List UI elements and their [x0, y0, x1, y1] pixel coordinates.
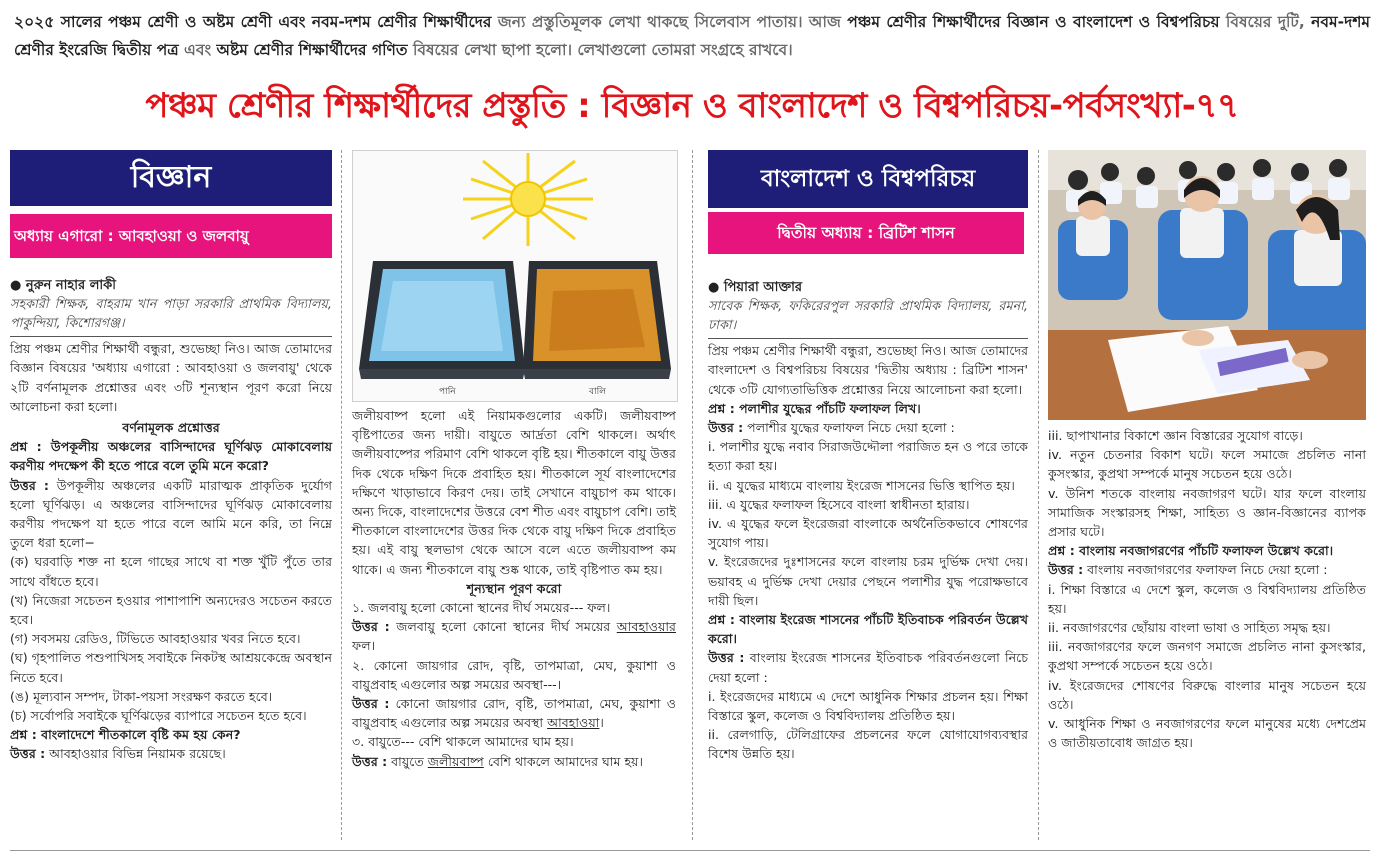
list-item: iv. নতুন চেতনার বিকাশ ঘটে। ফলে সমাজে প্রচলিত নানা কুসংস্কার, কুপ্রথা সম্পর্কে মানুষ সচেতন হয়ে ওঠে। — [1048, 447, 1366, 482]
science-chapter-banner: অধ্যায় এগারো : আবহাওয়া ও জলবায়ু — [10, 214, 332, 258]
intro-text: বিষয়ের দুটি, — [1219, 13, 1312, 31]
science-author: ● নুরুন নাহার লাকী — [10, 278, 116, 293]
intro-text: নবম-দশম শ্রেণীর ইংরেজি দ্বিতীয় পত্র — [14, 13, 1371, 59]
bangladesh-author: ● পিয়ারা আক্তার — [708, 280, 802, 295]
list-item: (চ) সর্বোপরি সবাইকে ঘূর্ণিঝড়ের ব্যাপারে সচেতন হতে হবে। — [10, 708, 307, 724]
science-column-continued — [352, 150, 676, 771]
answer-text: কোনো জায়গার রোদ, বৃষ্টি, তাপমাত্রা, মেঘ, কুয়াশা ও বায়ুপ্রবাহ এগুলোর অল্প সময়ের অবস্থা — [352, 696, 676, 731]
answer-text: বায়ুতে — [387, 753, 428, 769]
water-tray — [359, 261, 525, 379]
answer-text: বাংলায় ইংরেজ শাসনের ইতিবাচক পরিবর্তনগুলো নিচে দেয়া হলো : — [708, 650, 1028, 685]
answer-text: । — [599, 715, 604, 731]
students-exam-photo — [1048, 150, 1366, 420]
intro-text: এবং — [178, 41, 217, 59]
question: প্রশ্ন : পলাশীর যুদ্ধের পাঁচটি ফলাফল লিখ। — [708, 400, 921, 416]
section-heading: বর্ণনামূলক প্রশ্নোত্তর — [122, 420, 220, 436]
answer-label: উত্তর : — [352, 619, 390, 635]
sun-icon — [463, 153, 593, 246]
fill-blank-question: ২. কোনো জায়গার রোদ, বৃষ্টি, তাপমাত্রা, মেঘ, কুয়াশা ও বায়ুপ্রবাহ এগুলোর অল্প সময়ের অবস্থা---। — [352, 657, 676, 692]
answer — [708, 418, 1028, 437]
list-item: ii. এ যুদ্ধের মাধ্যমে বাংলায় ইংরেজ শাসনের ভিত্তি স্থাপিত হয়। — [708, 477, 1015, 493]
list-item: iii. নবজাগরণের ফলে জনগণ সমাজে প্রচলিত নানা কুসংস্কার, কুপ্রথা সম্পর্কে সচেতন হয়ে ওঠে। — [1048, 639, 1366, 674]
list-item: v. আধুনিক শিক্ষা ও নবজাগরণের ফলে মানুষের মধ্যে দেশপ্রেম ও জাতীয়তাবোধ জাগ্রত হয়। — [1048, 716, 1366, 751]
divider — [10, 336, 332, 337]
sand-tray — [523, 261, 671, 379]
list-item: v. ইংরেজদের দুঃশাসনের ফলে বাংলায় চরম দুর্ভিক্ষ দেখা দেয়। ভয়াবহ এ দুর্ভিক্ষ দেখা দেয়ার পেছনে পলাশীর যুদ্ধ পরোক্ষভাবে দায়ী ছিল। — [708, 554, 1028, 608]
list-item: i. শিক্ষা বিস্তারে এ দেশে স্কুল, কলেজ ও বিশ্ববিদ্যালয় প্রতিষ্ঠিত হয়। — [1048, 581, 1366, 616]
intro-text: বিষয়ের লেখা ছাপা হলো। লেখাগুলো তোমরা সংগ্রহে রাখবে। — [407, 41, 793, 59]
sand-caption: বালি — [589, 387, 606, 397]
page-headline: পঞ্চম শ্রেণীর শিক্ষার্থীদের প্রস্তুতি : বিজ্ঞান ও বাংলাদেশ ও বিশ্বপরিচয়-পর্বসংখ্যা-৭৭ — [145, 86, 1239, 126]
bangladesh-column-continued — [1048, 150, 1366, 752]
column-divider — [692, 150, 693, 840]
column-divider — [1038, 150, 1039, 840]
bottom-rule — [10, 850, 1370, 851]
students-photo-icon — [1048, 150, 1366, 420]
answer-keyword: জলীয়বাষ্প — [427, 753, 484, 769]
answer-text: ফল। — [352, 638, 376, 654]
answer-text: পলাশীর যুদ্ধের ফলাফল নিচে দেয়া হলো : — [743, 420, 955, 436]
list-item: iii. এ যুদ্ধের ফলাফল হিসেবে বাংলা স্বাধীনতা হারায়। — [708, 496, 970, 512]
list-item: iv. ইংরেজদের শোষণের বিরুদ্ধে বাংলার মানুষ সচেতন হয়ে ওঠে। — [1048, 677, 1366, 712]
list-item: (গ) সবসময় রেডিও, টিভিতে আবহাওয়ার খবর নিতে হবে। — [10, 631, 301, 647]
answer-keyword: আবহাওয়ার — [616, 619, 676, 635]
list-item: iv. এ যুদ্ধের ফলে ইংরেজরা বাংলাকে অর্থনৈতিকভাবে শোষণের সুযোগ পায়। — [708, 516, 1028, 551]
fill-blank-answer — [352, 617, 676, 655]
answer — [708, 648, 1028, 686]
intro-text: পঞ্চম শ্রেণীর শিক্ষার্থীদের বিজ্ঞান ও বাংলাদেশ ও বিশ্বপরিচয় — [847, 13, 1220, 31]
fill-blank-question: ১. জলবায়ু হলো কোনো স্থানের দীর্ঘ সময়ের--- ফল। — [352, 600, 611, 616]
list-item: ii. নবজাগরণের ছোঁয়ায় বাংলা ভাষা ও সাহিত্য সমৃদ্ধ হয়। — [1048, 620, 1331, 636]
answer-text: বেশি থাকলে আমাদের ঘাম হয়। — [483, 753, 643, 769]
answer-text: উপকূলীয় অঞ্চলের একটি মারাত্মক প্রাকৃতিক দুর্যোগ হলো ঘূর্ণিঝড়। এ অঞ্চলের বাসিন্দাদের ঘূর্ণিঝড় মোকাবেলায় করণীয় পদক্ষেপ যা হতে পারে বলে আমি মনে করি, তা নিম্নে তুলে ধরা হলো− — [10, 477, 332, 551]
bangladesh-affiliation: সাবেক শিক্ষক, ফকিরেরপুল সরকারি প্রাথমিক বিদ্যালয়, রমনা, ঢাকা। — [708, 299, 1028, 334]
answer-continued: জলীয়বাষ্প হলো এই নিয়ামকগুলোর একটি। জলীয়বাষ্প বৃষ্টিপাতের জন্য দায়ী। বায়ুতে আর্দ্রতা বেশি থাকলে। অর্থাৎ জলীয়বাষ্পের পরিমাণ বেশি থাকলে বৃষ্টি হয়। শীতকালে বায়ু উত্তর দিক থেকে দক্ষিণ দিকে প্রবাহিত হয়। শীতকালে সূর্য বাংলাদেশের দক্ষিণে খাড়াভাবে কিরণ দেয়। তাই সেখানে বায়ুচাপ কম থাকে। অন্য দিকে, বাংলাদেশের উত্তরে বেশ শীত এবং বায়ুচাপ বেশি। তাই শীতকালে বাংলাদেশের উত্তর দিক থেকে বায়ু দক্ষিণ দিকে প্রবাহিত হয়। এই বায়ু স্থলভাগ থেকে আসে বলে এতে জলীয়বাষ্প কম থাকে। এ জন্য শীতকালে বায়ু শুষ্ক থাকে, তাই বৃষ্টিপাত কম হয়। — [352, 408, 676, 577]
answer-label: উত্তর : — [708, 650, 745, 666]
list-item: (ক) ঘরবাড়ি শক্ত না হলে গাছের সাথে বা শক্ত খুঁটি পুঁতে তার সাথে বাঁধতে হবে। — [10, 554, 332, 589]
list-item: i. ইংরেজদের মাধ্যমে এ দেশে আধুনিক শিক্ষার প্রচলন হয়। শিক্ষা বিস্তারে স্কুল, কলেজ ও বিশ্ববিদ্যালয় প্রতিষ্ঠিত হয়। — [708, 688, 1028, 724]
fill-blank-question: ৩. বায়ুতে--- বেশি থাকলে আমাদের ঘাম হয়। — [352, 734, 574, 750]
list-item: v. উনিশ শতকে বাংলায় নবজাগরণ ঘটে। যার ফলে বাংলায় সামাজিক সংস্কারসহ শিক্ষা, সাহিত্য ও জ্ঞান-বিজ্ঞানের ব্যাপক প্রসার ঘটে। — [1048, 485, 1366, 540]
answer-label: উত্তর : — [708, 420, 744, 436]
fill-blank-answer — [352, 694, 676, 732]
answer-label: উত্তর : — [1048, 562, 1084, 578]
intro-text: জন্য প্রস্তুতিমূলক লেখা থাকছে সিলেবাস পাতায়। আজ — [491, 13, 848, 31]
answer — [10, 476, 332, 553]
answer-label: উত্তর : — [352, 696, 390, 712]
intro-paragraph — [14, 8, 1370, 64]
list-item: (ঙ) মূল্যবান সম্পদ, টাকা-পয়সা সংরক্ষণ করতে হবে। — [10, 688, 273, 704]
sun-trays-image — [353, 151, 677, 401]
question: প্রশ্ন : বাংলায় নবজাগরণের পাঁচটি ফলাফল উল্লেখ করো। — [1048, 543, 1334, 559]
answer-text: আবহাওয়ার বিভিন্ন নিয়ামক রয়েছে। — [45, 746, 226, 762]
intro-text: ২০২৫ সালের পঞ্চম শ্রেণী ও অষ্টম শ্রেণী এবং নবম-দশম শ্রেণীর শিক্ষার্থীদের — [14, 13, 492, 31]
bangladesh-intro: প্রিয় পঞ্চম শ্রেণীর শিক্ষার্থী বন্ধুরা, শুভেচ্ছা নিও। আজ তোমাদের বাংলাদেশ ও বিশ্বপরিচয় বিষয়ের 'দ্বিতীয় অধ্যায় : ব্রিটিশ শাসন' থেকে ৩টি যোগ্যতাভিত্তিক প্রশ্নোত্তর নিয়ে আলোচনা করা হলো। — [708, 343, 1028, 397]
science-column — [10, 150, 332, 764]
bangladesh-column — [708, 150, 1028, 764]
question: প্রশ্ন : উপকূলীয় অঞ্চলের বাসিন্দাদের ঘূর্ণিঝড় মোকাবেলায় করণীয় পদক্ষেপ কী হতে পারে বলে তুমি মনে করো? — [10, 439, 332, 474]
question: প্রশ্ন : বাংলাদেশে শীতকালে বৃষ্টি কম হয় কেন? — [10, 727, 241, 743]
list-item: ii. রেলগাড়ি, টেলিগ্রাফের প্রচলনের ফলে যোগাযোগব্যবস্থার বিশেষ উন্নতি হয়। — [708, 727, 1028, 762]
question: প্রশ্ন : বাংলায় ইংরেজ শাসনের পাঁচটি ইতিবাচক পরিবর্তন উল্লেখ করো। — [708, 612, 1028, 647]
science-intro: প্রিয় পঞ্চম শ্রেণীর শিক্ষার্থী বন্ধুরা, শুভেচ্ছা নিও। আজ তোমাদের বিজ্ঞান বিষয়ের 'অধ্যায় এগারো : আবহাওয়া ও জলবায়ু' থেকে ২টি বর্ণনামূলক প্রশ্নোত্তর এবং ৩টি শূন্যস্থান পূরণ করো নিয়ে আলোচনা করা হলো। — [10, 341, 332, 414]
list-item: (ঘ) গৃহপালিত পশুপাখিসহ সবাইকে নিকটস্থ আশ্রয়কেন্দ্রে অবস্থান নিতে হবে। — [10, 650, 332, 685]
list-item: iii. ছাপাখানার বিকাশে জ্ঞান বিস্তারের সুযোগ বাড়ে। — [1048, 428, 1303, 443]
answer-text: বাংলায় নবজাগরণের ফলাফল নিচে দেয়া হলো : — [1083, 562, 1328, 578]
answer-label: উত্তর : — [10, 477, 49, 493]
water-caption: পানি — [439, 387, 456, 397]
water-sand-illustration — [352, 150, 678, 402]
section-heading: শূন্যস্থান পূরণ করো — [466, 580, 562, 596]
intro-text: অষ্টম শ্রেণীর শিক্ষার্থীদের গণিত — [216, 41, 408, 59]
science-affiliation: সহকারী শিক্ষক, বাহরাম খান পাড়া সরকারি প্রাথমিক বিদ্যালয়, পাকুন্দিয়া, কিশোরগঞ্জ। — [10, 297, 332, 332]
answer-label: উত্তর : — [352, 753, 388, 769]
list-item: (খ) নিজেরা সচেতন হওয়ার পাশাপাশি অন্যদেরও সচেতন করতে হবে। — [10, 592, 332, 628]
answer-label: উত্তর : — [10, 746, 46, 762]
answer-text: জলবায়ু হলো কোনো স্থানের দীর্ঘ সময়ের — [389, 619, 617, 635]
answer — [10, 744, 332, 763]
list-item: i. পলাশীর যুদ্ধে নবাব সিরাজউদ্দৌলা পরাজিত হন ও পরে তাকে হত্যা করা হয়। — [708, 439, 1028, 474]
bangladesh-chapter-banner: দ্বিতীয় অধ্যায় : ব্রিটিশ শাসন — [708, 212, 1024, 254]
answer-keyword: আবহাওয়া — [547, 715, 600, 731]
column-divider — [341, 150, 342, 840]
fill-blank-answer — [352, 752, 676, 771]
divider — [708, 338, 1028, 339]
science-title: বিজ্ঞান — [10, 150, 332, 206]
bangladesh-title: বাংলাদেশ ও বিশ্বপরিচয় — [708, 150, 1028, 208]
answer — [1048, 560, 1366, 579]
